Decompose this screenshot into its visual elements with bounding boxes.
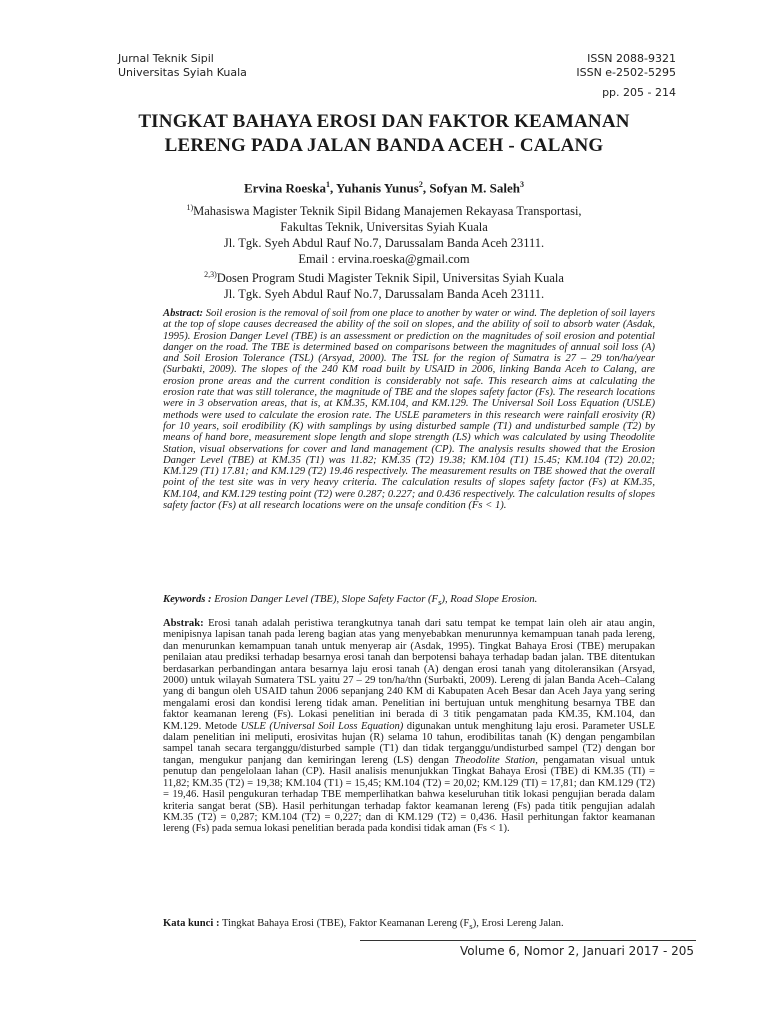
keywords-indonesian bbox=[163, 918, 655, 931]
author-sep: , bbox=[330, 180, 337, 196]
kata-kunci-text-1: Tingkat Bahaya Erosi (TBE), Faktor Keamanan Lereng (F bbox=[219, 918, 470, 929]
affiliation-2 bbox=[100, 267, 668, 286]
journal-header bbox=[118, 52, 247, 80]
issn: ISSN 2088-9321 bbox=[587, 52, 676, 65]
affiliation-faculty: Fakultas Teknik, Universitas Syiah Kuala bbox=[280, 220, 488, 235]
abstrak-theodolite: Theodolite Station bbox=[454, 754, 536, 766]
kata-kunci-sub: s bbox=[469, 921, 473, 932]
abstract-label: Abstract: bbox=[163, 308, 204, 319]
page-footer: Volume 6, Nomor 2, Januari 2017 - 205 bbox=[459, 944, 694, 958]
keywords-english bbox=[163, 594, 655, 607]
author-1: Ervina Roeska bbox=[244, 180, 326, 196]
affiliation-1-text: Mahasiswa Magister Teknik Sipil Bidang Manajemen Rekayasa Transportasi, bbox=[193, 204, 582, 219]
affiliation-address-2: Jl. Tgk. Syeh Abdul Rauf No.7, Darussalam Banda Aceh 23111. bbox=[223, 287, 545, 302]
author-list bbox=[100, 180, 668, 196]
paper-title bbox=[100, 110, 668, 158]
affiliation-2-text: Dosen Program Studi Magister Teknik Sipil, Universitas Syiah Kuala bbox=[216, 271, 564, 286]
author-sep: , bbox=[422, 180, 430, 196]
affiliation-1-sup: 1) bbox=[186, 203, 194, 212]
abstract-indonesian bbox=[163, 618, 655, 835]
abstract-english bbox=[163, 308, 655, 511]
keywords-label: Keywords : bbox=[163, 594, 212, 605]
issn-header bbox=[576, 52, 676, 80]
author-3-sup: 3 bbox=[519, 180, 524, 189]
keywords-sub: s bbox=[438, 597, 442, 608]
title-line-1: TINGKAT BAHAYA EROSI DAN FAKTOR KEAMANAN bbox=[138, 111, 630, 132]
abstrak-text-2: digunakan untuk menghitung laju erosi. Parameter USLE dalam penelitian ini meliputi, erosivitas hujan (R) selama 10 tahun, erodibilitas tanah (K) dengan pengambilan sampel tanah secara terganggu/disturbed sample (T1) dan tidak terganggu/undisturbed sampel (T2) dengan bor tangan, mengukur panjang dan kemiringan lereng (LS) dengan bbox=[163, 720, 655, 766]
page-range: pp. 205 - 214 bbox=[602, 86, 676, 99]
abstrak-usle: USLE (Universal Soil Loss Equation) bbox=[240, 720, 404, 732]
abstrak-text-1: Erosi tanah adalah peristiwa terangkutnya tanah dari satu tempat ke tempat lain oleh air atau angin, menipisnya lapisan tanah pada lereng bagian atas yang menyebabkan menurunnya kemampuan tanah pada lereng, dan menurunkan kemampuan tanah untuk menyerap air (Asdak, 1995). Tingkat Bahaya Erosi (TBE) merupakan penilaian atau prediksi terhadap besarnya erosi tanah dan berpotensi bahaya terhadap badan jalan. TBE ditentukan berdasarkan perbandingan antara besarnya laju erosi tanah (A) dengan erosi tanah yang ditoleransikan (Arsyad, 2000) untuk wilayah Sumatera TSL yaitu 27 – 29 ton/ha/thn (Surbakti, 2009). Lereng di jalan Banda Aceh–Calang yang di bangun oleh USAID tahun 2006 sepanjang 240 KM di Kabupaten Aceh Besar dan Aceh Jaya yang sering mengalami erosi dan kondisi lereng tidak aman. Penelitian ini bertujuan untuk menghitung besarnya TBE dan faktor keamanan lereng (Fs). Lokasi penelitian ini berada di 3 titik pengamatan pada KM.35, KM.104, dan KM.129. Metode bbox=[163, 618, 655, 732]
abstrak-label: Abstrak: bbox=[163, 618, 204, 629]
footer-rule bbox=[360, 940, 696, 941]
affiliations bbox=[100, 200, 668, 302]
abstract-text: Soil erosion is the removal of soil from one place to another by water or wind. The depletion of soil layers at the top of slope causes decreased the ability of the soil on slopes, and the ability of soil to absorb water (Asdak, 1995). Erosion Danger Level (TBE) is an assessment or prediction on the magnitudes of soil erosion and potential danger on the road. The TBE is determined based on comparisons between the magnitudes of annual soil loss (A) and Soil Erosion Tolerance (TSL) (Arsyad, 2000). The TSL for the region of Sumatra is 27 – 29 ton/ha/year (Surbakti, 2009). The slopes of the 240 KM road built by USAID in 2006, linking Banda Aceh to Calang, are erosion prone areas and the current condition is considerably not safe. This research aims at calculating the erosion rate that was still tolerance, the magnitude of TBE and the slopes safety factor (Fs). The research locations were in 3 observation areas, that is, at KM.35, KM.104, and KM.129. The Universal Soil Loss Equation (USLE) methods were used to calculate the erosion rate. The USLE parameters in this research were rainfall erosivity (R) for 10 years, soil erodibility (K) with samplings by using disturbed sample (T1) and undisturbed sample (T2) by means of hand bore, measurement slope length and slope strength (LS) which was calculated by using Theodolite Station, visual observations for cover and land management (CP). The analysis results showed that the Erosion Danger Level (TBE) at KM.35 (T1) was 11.82; KM.35 (T2) 19.38; KM.104 (T1) 15.45; KM.104 (T2) 20.02; KM.129 (T1) 17.81; and KM.129 (T2) 19.46 respectively. The measurement results on TBE showed that the overall point of the test site was in very heavy criteria. The calculation results of slopes safety factor (Fs) at KM.35, KM.104, and KM.129 testing point (T2) were 0.287; 0.227; and 0.436 respectively. The calculation results of slopes safety factor (Fs) at all research locations were on the unsafe condition (Fs < 1). bbox=[163, 308, 656, 512]
affiliation-2-sup: 2,3) bbox=[204, 270, 217, 280]
affiliation-address-1: Jl. Tgk. Syeh Abdul Rauf No.7, Darussalam Banda Aceh 23111. bbox=[223, 236, 545, 251]
author-1-sup: 1 bbox=[326, 180, 330, 189]
author-2: Yuhanis Yunus bbox=[336, 180, 419, 196]
keywords-text-1: Erosion Danger Level (TBE), Slope Safety Factor (F bbox=[211, 594, 439, 605]
abstrak-text-3: , pengamatan visual untuk penutup dan pengelolaan lahan (CP). Hasil analisis menunjukkan Tingkat Bahaya Erosi (TBE) di KM.35 (TI) = 11,82; KM.35 (T2) = 19,38; KM.104 (T1) = 15,45; KM.104 (T2) = 20,02; KM.129 (TI) = 17,81; dan KM.129 (T2) = 19,46. Hasil pengukuran terhadap TBE memperlihatkan bahwa keseluruhan titik lokasi pengujian berada dalam kriteria sangat berat (SB). Hasil perhitungan terhadap faktor keamanan lereng (Fs) pada titik pengujian adalah KM.35 (T2) = 0,287; KM.104 (T2) = 0,227; dan di KM.129 (T2) = 0,436. Hasil perhitungan faktor keamanan lereng (Fs) pada semua lokasi penelitian berada pada kondisi tidak aman (Fs < 1). bbox=[163, 754, 655, 835]
eissn: ISSN e-2502-5295 bbox=[576, 66, 676, 79]
kata-kunci-text-2: ), Erosi Lereng Jalan. bbox=[472, 918, 564, 929]
author-email: Email : ervina.roeska@gmail.com bbox=[298, 252, 470, 267]
keywords-text-2: ), Road Slope Erosion. bbox=[441, 594, 538, 605]
university-name: Universitas Syiah Kuala bbox=[118, 66, 247, 79]
title-line-2: LERENG PADA JALAN BANDA ACEH - CALANG bbox=[164, 135, 604, 156]
kata-kunci-label: Kata kunci : bbox=[163, 918, 220, 929]
author-3: Sofyan M. Saleh bbox=[429, 180, 520, 196]
affiliation-1 bbox=[100, 200, 668, 219]
journal-name: Jurnal Teknik Sipil bbox=[118, 52, 214, 65]
author-2-sup: 2 bbox=[418, 180, 423, 189]
